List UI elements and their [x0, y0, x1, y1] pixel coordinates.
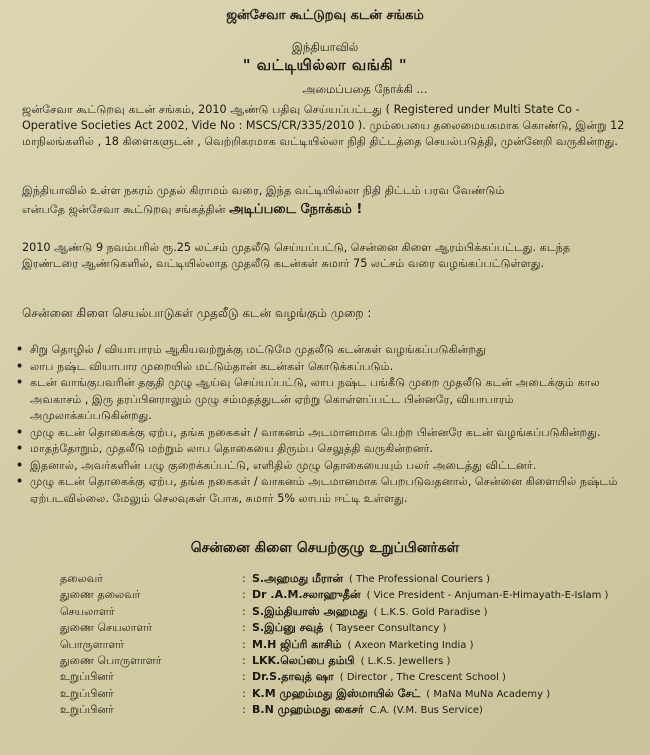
member-name — [252, 621, 446, 636]
bullet-icon: • — [16, 442, 24, 455]
vision-line-2-text: என்பதே ஜன்சேவா கூட்டுறவு சங்கத்தின் — [22, 203, 226, 216]
list-item-text: முழு கடன் தொகைக்கு ஏற்ப, தங்க நகைகள் / வாகனம் அடமானமாக பெறபடுவதனால், சென்னை கிளையில் நஷ்டம் ஏற்படவில்லை. மேலும் செலவுகள் போக, சுமார் 5% லாபம் ஈட்டி உள்ளது. — [30, 475, 618, 505]
member-name — [252, 687, 550, 702]
list-item-text: சிறு தொழில் / வியாபாரம் ஆகியவற்றுக்கு மட்டுமே முதலீடு கடன்கள் வழங்கப்படுகின்றது — [30, 343, 486, 356]
member-name-text: Dr .A.M.சலாஹுதீன் — [252, 588, 361, 602]
member-name-text: S.இப்னு சவுத் — [252, 621, 324, 635]
member-role: துணை பொருளாளர் — [60, 653, 162, 667]
list-item — [16, 441, 636, 458]
member-row — [60, 687, 640, 703]
vision-line-2 — [22, 202, 362, 218]
list-item-text: கடன் வாங்குபவரின் தகுதி முழு ஆய்வு செய்யப்பட்டு, லாப நஷ்ட பங்கீடு முறை முதலீடு கடன் அடைக்கும் கால அவகாசம் , இரு தரப்பினராலும் முழு சம்மதத்துடன் ஏற்று கொள்ளப்பட்ட பின்னரே, வியாபாரம் அமுலாக்கப்படுகின்றது. — [30, 376, 600, 422]
bullet-icon: • — [16, 425, 24, 439]
list-item — [16, 458, 636, 475]
member-row — [60, 621, 640, 637]
list-item-text: மாதந்தோறும், முதலீடு மற்றும் லாப தொகையை திரும்ப செலுத்தி வருகின்றனர். — [30, 442, 434, 455]
member-role: துணை தலைவர் — [60, 588, 141, 602]
colon-separator: : — [242, 653, 246, 667]
member-name — [252, 605, 488, 620]
colon-separator: : — [242, 703, 246, 717]
intro-paragraph: ஜன்சேவா கூட்டுறவு கடன் சங்கம், 2010 ஆண்டு பதிவு செய்யப்பட்டது ( Registered under Multi State Co - Operative Societies Act 2002, Vide No : MSCS/CR/335/2010 ). மும்பையை தலைமையகமாக கொண்டு, இன்று 12 மாநிலங்களில் , 18 கிளைகளுடன் , வெற்றிகரமாக வட்டியில்லா நிதி திட்டத்தை செயல்படுத்தி, முன்னேறி வருகின்றது. — [22, 103, 625, 148]
member-name-text: Dr.S.தாவுத் ஷா — [252, 670, 334, 684]
member-name — [252, 588, 608, 603]
member-org: ( L.K.S. Gold Paradise ) — [373, 606, 488, 618]
list-item — [16, 342, 636, 359]
member-name — [252, 703, 483, 718]
member-row — [60, 654, 640, 670]
member-org: ( Director , The Crescent School ) — [339, 672, 506, 684]
bullet-icon: • — [16, 458, 24, 472]
bullet-icon: • — [16, 359, 24, 373]
member-name-text: LKK.லெப்பை தம்பி — [252, 653, 355, 667]
member-role: உறுப்பினர் — [60, 670, 114, 684]
member-name — [252, 638, 474, 653]
committee-members-list — [60, 572, 640, 720]
member-org: ( Axeon Marketing India ) — [347, 639, 474, 651]
member-org: ( L.K.S. Jewellers ) — [360, 655, 451, 667]
member-row — [60, 638, 640, 654]
vision-line-1: இந்தியாவில் உள்ள நகரம் முதல் கிராமம் வரை, இந்த வட்டியில்லா நிதி திட்டம் பரவ வேண்டும் — [22, 184, 505, 197]
chennai-branch-paragraph: 2010 ஆண்டு 9 நவம்பரில் ரூ.25 லட்சம் முதலீடு செய்யப்பட்டு, சென்னை கிளை ஆரம்பிக்கப்பட்டது. கடந்த இரண்டரை ஆண்டுகளில், வட்டியில்லாத முதலீடு கடன்கள் சுமார் 75 லட்சம் வரை வழங்கப்பட்டுள்ளது. — [22, 241, 571, 270]
colon-separator: : — [242, 686, 246, 700]
bullet-icon: • — [16, 376, 24, 389]
member-name-text: S.அஹமது மீரான் — [252, 572, 344, 585]
list-item — [16, 359, 636, 376]
colon-separator: : — [242, 604, 246, 618]
colon-separator: : — [242, 637, 246, 651]
bullet-icon: • — [16, 475, 24, 488]
operations-heading: சென்னை கிளை செயல்பாடுகள் முதலீடு கடன் வழங்கும் முறை : — [22, 306, 372, 320]
colon-separator: : — [242, 588, 246, 602]
member-role: பொருளாளர் — [60, 637, 125, 651]
member-name-text: B.N முஹம்மது கைசர் — [252, 703, 364, 717]
member-org: ( The Professional Couriers ) — [349, 574, 491, 585]
member-name — [252, 572, 490, 587]
member-role: செயலாளர் — [60, 604, 115, 618]
interest-free-bank-quote: " வட்டியில்லா வங்கி " — [242, 56, 408, 74]
member-role: தலைவர் — [60, 572, 103, 585]
organization-title: ஜன்சேவா கூட்டுறவு கடன் சங்கம் — [226, 8, 424, 23]
list-item — [16, 425, 636, 442]
member-org: ( Tayseer Consultancy ) — [329, 623, 447, 635]
in-india-text: இந்தியாவில் — [291, 40, 359, 54]
member-name-text: K.M முஹம்மது இஸ்மாயில் சேட் — [252, 686, 421, 700]
member-name — [252, 670, 506, 685]
member-role: உறுப்பினர் — [60, 686, 114, 700]
colon-separator: : — [242, 572, 246, 585]
member-org: C.A. (V.M. Bus Service) — [369, 705, 483, 717]
member-row — [60, 572, 640, 588]
list-item-text: முழு கடன் தொகைக்கு ஏற்ப, தங்க நகைகள் / வாகனம் அடமானமாக பெற்ற பின்னரே கடன் வழங்கப்படுகின்றது. — [30, 425, 601, 439]
member-name — [252, 654, 450, 669]
list-item-text: இதனால், அவர்களின் பழு குறைக்கப்பட்டு, எளிதில் முழு தொகையையும் பலர் அடைத்து விட்டனர். — [30, 458, 537, 472]
list-item — [16, 474, 636, 507]
member-row — [60, 703, 640, 719]
colon-separator: : — [242, 670, 246, 684]
fundamental-aim-text: அடிப்படை நோக்கம் ! — [229, 202, 363, 217]
list-item-text: லாப நஷ்ட வியாபார முறையில் மட்டும்தான் கடன்கள் கொடுக்கப்படும். — [30, 359, 394, 373]
member-row — [60, 588, 640, 604]
member-row — [60, 605, 640, 621]
operations-list — [16, 342, 636, 507]
member-org: ( Vice President - Anjuman-E-Himayath-E-Islam ) — [366, 590, 609, 602]
member-role: உறுப்பினர் — [60, 703, 114, 717]
colon-separator: : — [242, 621, 246, 635]
committee-heading: சென்னை கிளை செயற்குழு உறுப்பினர்கள் — [190, 540, 460, 556]
member-name-text: S.இம்தியாஸ் அஹமது — [252, 604, 368, 618]
list-item — [16, 375, 636, 425]
member-name-text: M.H ஜிப்ரி காசிம் — [252, 637, 342, 651]
member-org: ( MaNa MuNa Academy ) — [426, 688, 551, 700]
aim-text: அமைப்பதை நோக்கி ... — [302, 82, 428, 96]
bullet-icon: • — [16, 343, 24, 356]
member-row — [60, 670, 640, 686]
member-role: துணை செயலாளர் — [60, 621, 153, 635]
